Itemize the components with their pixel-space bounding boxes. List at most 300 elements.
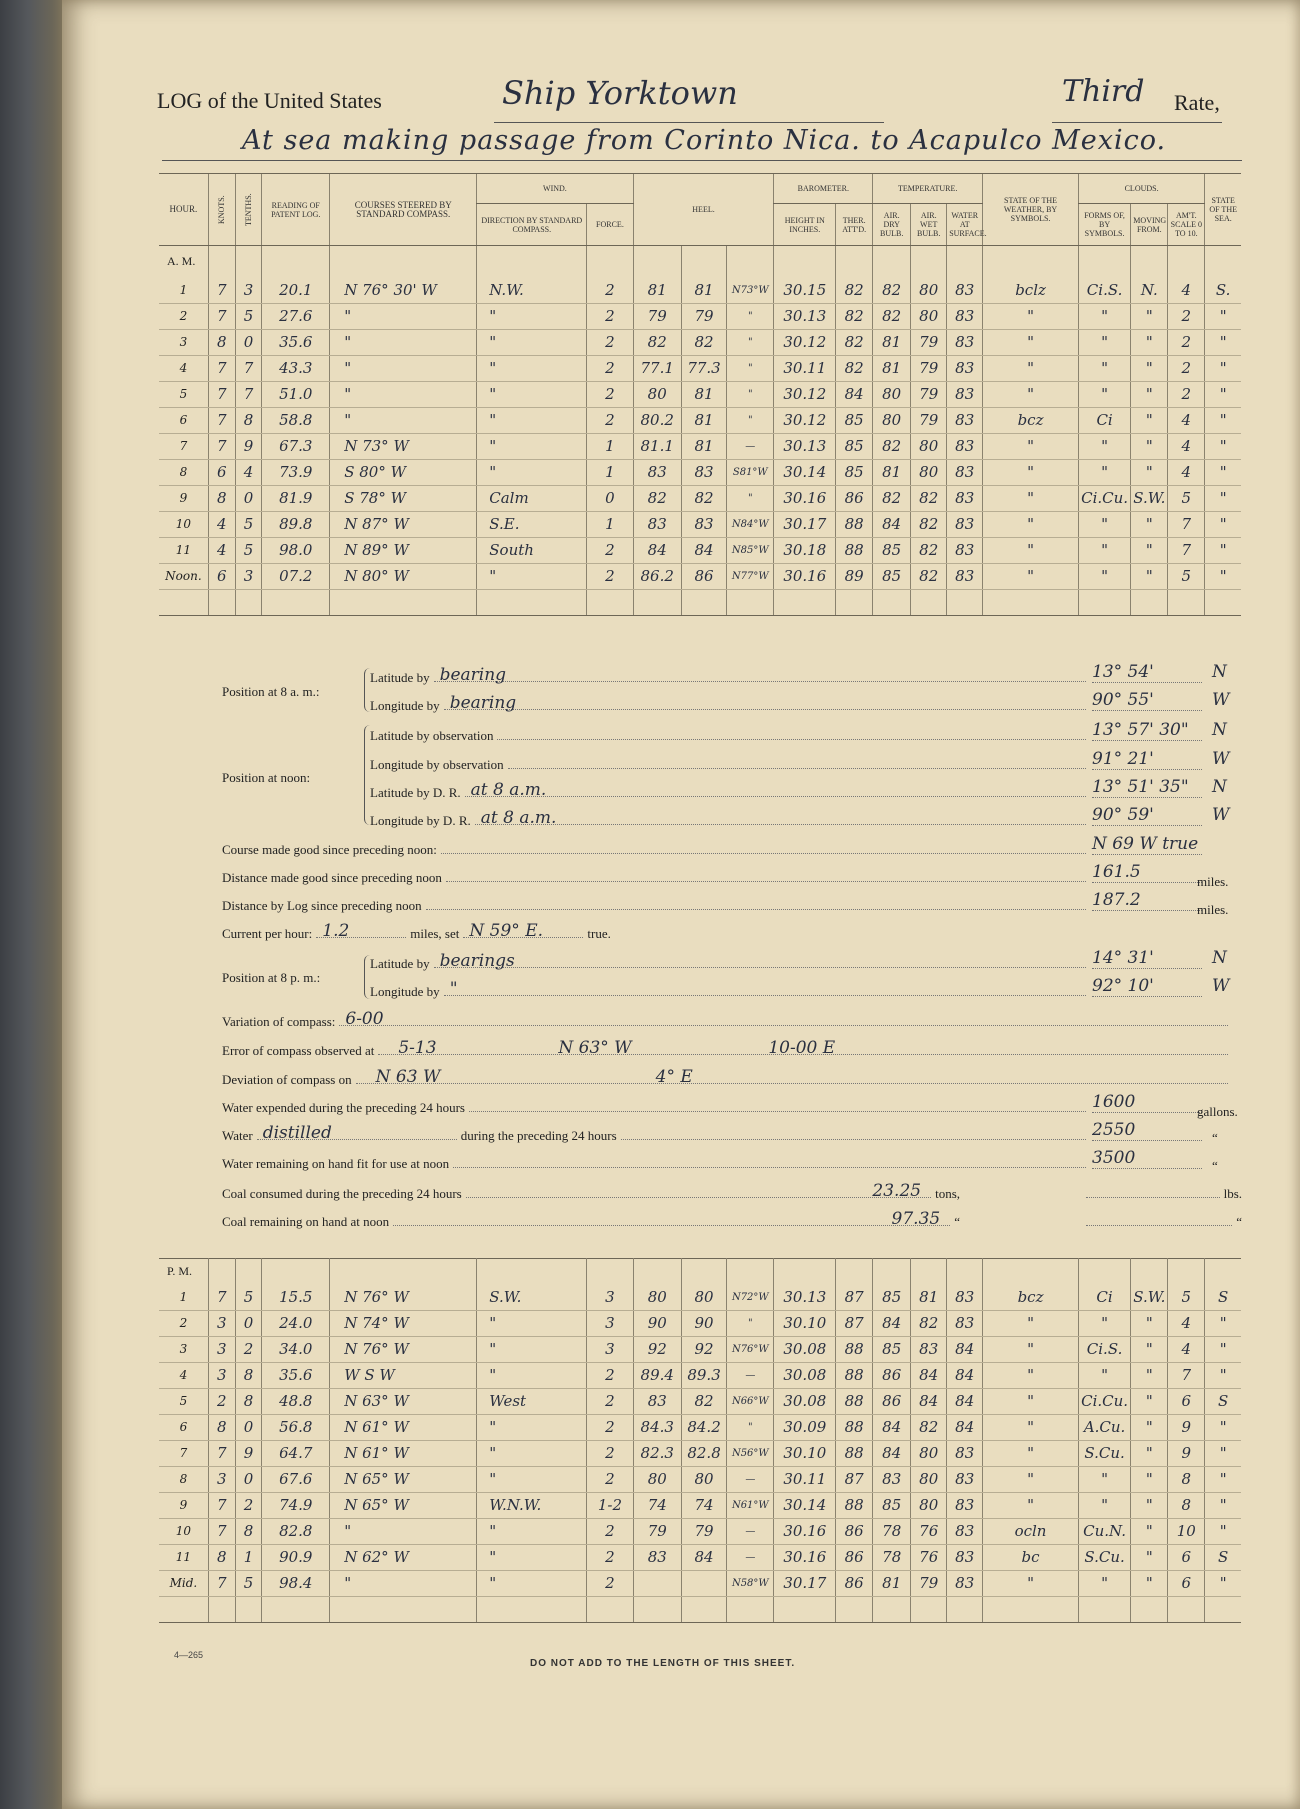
- pm-cell-sea: S: [1205, 1388, 1241, 1414]
- am-cell-wet: 82: [911, 537, 947, 563]
- pm-cell-course: N 65° W: [330, 1492, 477, 1518]
- pm-log-row: [159, 1310, 1241, 1336]
- am-cell-k: 7: [208, 433, 235, 459]
- course-made-good-value: N 69 W true: [1092, 834, 1202, 855]
- gallons-unit: gallons.: [1197, 1104, 1238, 1119]
- pm-cell-baro: 30.13: [774, 1285, 836, 1311]
- pos-8am-lat-label: Latitude by: [370, 670, 430, 685]
- pm-cell-h2: 84: [681, 1544, 726, 1570]
- pm-cell-h1: 83: [633, 1388, 681, 1414]
- pm-cell-log: 15.5: [262, 1285, 330, 1311]
- current-per-hour: [222, 920, 782, 942]
- am-cell-water: 83: [947, 459, 983, 485]
- am-cell-cf: ": [1078, 329, 1130, 355]
- am-cell-ther: 84: [836, 381, 873, 407]
- pm-cell-wdir: West: [477, 1388, 587, 1414]
- am-cell-dry: 80: [873, 381, 911, 407]
- pm-cell-wdir: W.N.W.: [477, 1492, 587, 1518]
- deviation-label: Deviation of compass on: [222, 1072, 352, 1087]
- pm-cell-ca: 5: [1168, 1285, 1205, 1311]
- pm-cell-course: N 63° W: [330, 1388, 477, 1414]
- am-cell-ther: 88: [836, 537, 873, 563]
- am-cell-force: 2: [587, 355, 633, 381]
- pm-cell-water: 83: [947, 1492, 983, 1518]
- pm-cell-cf: ": [1078, 1362, 1130, 1388]
- pos-noon-lon-obs: [370, 751, 1090, 773]
- pos-8am-lon-dir: W: [1212, 690, 1230, 710]
- col-sea: STATE OF THE SEA.: [1205, 174, 1241, 246]
- distance-unit: miles.: [1197, 874, 1229, 889]
- am-cell-wdir: ": [477, 303, 587, 329]
- pm-cell-water: 84: [947, 1336, 983, 1362]
- pm-cell-dry: 85: [873, 1492, 911, 1518]
- pm-cell-wdir: ": [477, 1414, 587, 1440]
- am-cell-course: N 76° 30' W: [330, 278, 477, 304]
- pos-noon-lat-obs-label: Latitude by observation: [370, 728, 494, 743]
- am-log-row: [159, 303, 1241, 329]
- pm-cell-log: 64.7: [262, 1440, 330, 1466]
- pm-cell-hd: —: [727, 1544, 774, 1570]
- am-cell-h1: 83: [633, 511, 681, 537]
- am-label: A. M.: [167, 254, 196, 269]
- am-cell-h: Noon.: [159, 563, 208, 589]
- log-page: [62, 0, 1300, 1809]
- pm-log-row: [159, 1570, 1241, 1596]
- am-log-row: [159, 459, 1241, 485]
- pos-8am-lat-value: 13° 54': [1092, 662, 1202, 683]
- pm-cell-t: 0: [235, 1466, 262, 1492]
- pm-cell-water: 84: [947, 1362, 983, 1388]
- am-cell-ther: 82: [836, 329, 873, 355]
- am-cell-k: 6: [208, 563, 235, 589]
- pm-cell-wx: ": [983, 1440, 1079, 1466]
- pm-cell-hd: ": [727, 1310, 774, 1336]
- pm-cell-k: 7: [208, 1492, 235, 1518]
- tons-unit: tons,: [935, 1186, 960, 1201]
- pm-cell-h: 11: [159, 1544, 208, 1570]
- am-cell-sea: ": [1205, 303, 1241, 329]
- pm-cell-t: 8: [235, 1388, 262, 1414]
- water-remaining: [222, 1150, 1090, 1172]
- passage-description: At sea making passage from Corinto Nica. to Acapulco Mexico.: [242, 125, 1167, 156]
- am-cell-wet: 82: [911, 563, 947, 589]
- error-course: N 63° W: [558, 1038, 632, 1058]
- am-cell-water: 83: [947, 329, 983, 355]
- pm-cell-k: 3: [208, 1362, 235, 1388]
- am-log-row: [159, 278, 1241, 304]
- am-cell-cm: N.: [1131, 278, 1168, 304]
- error-time: 5-13: [398, 1038, 437, 1058]
- am-cell-hd: N77°W: [727, 563, 774, 589]
- pm-cell-ther: 88: [836, 1362, 873, 1388]
- am-cell-log: 07.2: [262, 563, 330, 589]
- pm-cell-baro: 30.08: [774, 1388, 836, 1414]
- am-cell-water: 83: [947, 563, 983, 589]
- water-remaining-value: 3500: [1092, 1148, 1202, 1169]
- pm-cell-course: N 65° W: [330, 1466, 477, 1492]
- pm-cell-cf: ": [1078, 1492, 1130, 1518]
- am-cell-course: N 80° W: [330, 563, 477, 589]
- am-cell-cm: ": [1131, 303, 1168, 329]
- distance-made-good-value: 161.5: [1092, 862, 1202, 883]
- pm-cell-hd: N56°W: [727, 1440, 774, 1466]
- rate-suffix: Rate,: [1174, 90, 1220, 115]
- am-cell-cm: ": [1131, 407, 1168, 433]
- pm-cell-t: 8: [235, 1362, 262, 1388]
- am-cell-wdir: N.W.: [477, 278, 587, 304]
- pm-cell-force: 2: [587, 1466, 633, 1492]
- am-cell-dry: 81: [873, 355, 911, 381]
- pos-noon-lon-dr-dir: W: [1212, 805, 1230, 825]
- col-cloud-moving: MOVING FROM.: [1131, 204, 1168, 246]
- pos-noon-lon-obs-label: Longitude by observation: [370, 757, 504, 772]
- pm-cell-cm: ": [1131, 1336, 1168, 1362]
- am-cell-water: 83: [947, 278, 983, 304]
- am-cell-wet: 80: [911, 433, 947, 459]
- pm-cell-cm: ": [1131, 1466, 1168, 1492]
- pm-cell-water: 84: [947, 1414, 983, 1440]
- pm-cell-ther: 87: [836, 1466, 873, 1492]
- am-cell-wx: bclz: [983, 278, 1079, 304]
- am-cell-ther: 89: [836, 563, 873, 589]
- am-cell-sea: ": [1205, 381, 1241, 407]
- pm-cell-wet: 76: [911, 1518, 947, 1544]
- footer-warning: DO NOT ADD TO THE LENGTH OF THIS SHEET.: [530, 1658, 796, 1669]
- am-cell-h: 1: [159, 278, 208, 304]
- am-cell-cf: ": [1078, 381, 1130, 407]
- water-label: Water: [222, 1128, 253, 1143]
- pm-cell-course: N 76° W: [330, 1336, 477, 1362]
- deviation-of-compass: [222, 1066, 1232, 1088]
- pm-cell-log: 74.9: [262, 1492, 330, 1518]
- am-cell-ca: 2: [1168, 329, 1205, 355]
- pm-cell-k: 3: [208, 1466, 235, 1492]
- am-cell-t: 8: [235, 407, 262, 433]
- pos-noon-lon-dr-value: 90° 59': [1092, 805, 1202, 826]
- pm-cell-wet: 80: [911, 1440, 947, 1466]
- am-cell-t: 3: [235, 278, 262, 304]
- col-hour: HOUR.: [159, 174, 208, 246]
- am-cell-h2: 82: [681, 329, 726, 355]
- am-cell-h1: 81.1: [633, 433, 681, 459]
- pm-cell-wx: bcz: [983, 1285, 1079, 1311]
- pm-cell-wet: 82: [911, 1310, 947, 1336]
- water-during: during the preceding 24 hours: [460, 1128, 617, 1143]
- am-cell-wet: 79: [911, 381, 947, 407]
- pm-cell-log: 98.4: [262, 1570, 330, 1596]
- col-wind: WIND.: [477, 174, 633, 204]
- pm-cell-cf: Cu.N.: [1078, 1518, 1130, 1544]
- pos-noon-lat-dr: [370, 779, 1090, 801]
- am-cell-t: 3: [235, 563, 262, 589]
- pm-cell-k: 8: [208, 1544, 235, 1570]
- pm-cell-force: 3: [587, 1336, 633, 1362]
- distance-by-log: [222, 892, 1090, 914]
- pm-cell-log: 48.8: [262, 1388, 330, 1414]
- am-cell-cm: ": [1131, 433, 1168, 459]
- pos-noon-lon-dr: [370, 807, 1090, 829]
- am-cell-force: 2: [587, 537, 633, 563]
- pm-cell-wdir: S.W.: [477, 1285, 587, 1311]
- pm-cell-sea: ": [1205, 1362, 1241, 1388]
- pm-cell-h: 6: [159, 1414, 208, 1440]
- am-cell-cf: ": [1078, 355, 1130, 381]
- pos-8pm-lon-label: Longitude by: [370, 984, 440, 999]
- coal-rem-lbs: [1082, 1208, 1242, 1230]
- pm-cell-cf: ": [1078, 1466, 1130, 1492]
- pm-cell-wx: ": [983, 1388, 1079, 1414]
- pm-cell-force: 1-2: [587, 1492, 633, 1518]
- pm-cell-h2: 89.3: [681, 1362, 726, 1388]
- am-cell-force: 2: [587, 278, 633, 304]
- pm-cell-log: 67.6: [262, 1466, 330, 1492]
- pm-cell-hd: N61°W: [727, 1492, 774, 1518]
- am-cell-log: 98.0: [262, 537, 330, 563]
- distance-log-unit: miles.: [1197, 902, 1229, 917]
- am-cell-dry: 82: [873, 485, 911, 511]
- pm-cell-force: 2: [587, 1362, 633, 1388]
- pm-cell-course: W S W: [330, 1362, 477, 1388]
- pm-cell-water: 83: [947, 1310, 983, 1336]
- pos-noon-label: Position at noon:: [222, 770, 311, 785]
- am-cell-baro: 30.16: [774, 485, 836, 511]
- am-cell-h: 5: [159, 381, 208, 407]
- am-cell-hd: ": [727, 381, 774, 407]
- pos-noon-lon-dr-method: at 8 a.m.: [480, 808, 557, 828]
- col-temperature: TEMPERATURE.: [873, 174, 983, 204]
- col-wind-force: FORCE.: [587, 204, 633, 246]
- col-knots: KNOTS.: [208, 174, 235, 246]
- pm-cell-t: 9: [235, 1440, 262, 1466]
- pos-noon-lon-obs-value: 91° 21': [1092, 749, 1202, 770]
- am-cell-ca: 7: [1168, 511, 1205, 537]
- am-cell-water: 83: [947, 355, 983, 381]
- am-cell-wet: 79: [911, 329, 947, 355]
- am-cell-course: ": [330, 381, 477, 407]
- am-cell-ther: 82: [836, 278, 873, 304]
- pm-cell-t: 5: [235, 1285, 262, 1311]
- pm-cell-cm: ": [1131, 1518, 1168, 1544]
- am-cell-cf: ": [1078, 537, 1130, 563]
- pm-cell-baro: 30.10: [774, 1440, 836, 1466]
- pm-cell-ther: 86: [836, 1518, 873, 1544]
- pm-cell-sea: S: [1205, 1544, 1241, 1570]
- pm-cell-h2: 90: [681, 1310, 726, 1336]
- pm-cell-wx: bc: [983, 1544, 1079, 1570]
- pm-cell-wx: ": [983, 1570, 1079, 1596]
- am-cell-h1: 80: [633, 381, 681, 407]
- pm-cell-ther: 88: [836, 1388, 873, 1414]
- am-cell-wet: 80: [911, 303, 947, 329]
- am-cell-wdir: S.E.: [477, 511, 587, 537]
- col-patent-log: READING OF PATENT LOG.: [262, 174, 330, 246]
- am-cell-h1: 84: [633, 537, 681, 563]
- ship-name: Ship Yorktown: [502, 74, 738, 112]
- am-cell-hd: ": [727, 407, 774, 433]
- pm-cell-force: 3: [587, 1310, 633, 1336]
- pm-cell-dry: 84: [873, 1440, 911, 1466]
- am-cell-wdir: Calm: [477, 485, 587, 511]
- pm-cell-h2: 82.8: [681, 1440, 726, 1466]
- am-cell-h2: 79: [681, 303, 726, 329]
- pm-cell-sea: ": [1205, 1336, 1241, 1362]
- am-cell-ther: 86: [836, 485, 873, 511]
- pm-cell-ca: 4: [1168, 1336, 1205, 1362]
- am-cell-wx: ": [983, 355, 1079, 381]
- pm-cell-cf: A.Cu.: [1078, 1414, 1130, 1440]
- am-cell-wx: ": [983, 459, 1079, 485]
- am-cell-ther: 85: [836, 433, 873, 459]
- pm-cell-t: 0: [235, 1414, 262, 1440]
- am-cell-h: 8: [159, 459, 208, 485]
- ditto-mark: “: [1212, 1158, 1218, 1173]
- water-distilled: [222, 1122, 1090, 1144]
- am-cell-baro: 30.13: [774, 303, 836, 329]
- am-cell-wdir: ": [477, 381, 587, 407]
- lbs-unit: lbs.: [1223, 1186, 1242, 1201]
- pos-noon-lat-obs-dir: N: [1212, 720, 1227, 740]
- pm-log-row: [159, 1466, 1241, 1492]
- pos-8pm-lon: [370, 978, 1090, 1000]
- pm-cell-hd: —: [727, 1466, 774, 1492]
- coal-remaining-label: Coal remaining on hand at noon: [222, 1214, 390, 1229]
- am-cell-cm: ": [1131, 355, 1168, 381]
- pm-cell-t: 1: [235, 1544, 262, 1570]
- water-expended-value: 1600: [1092, 1092, 1202, 1113]
- am-cell-force: 2: [587, 407, 633, 433]
- pm-cell-h1: 82.3: [633, 1440, 681, 1466]
- am-cell-h2: 83: [681, 459, 726, 485]
- am-log-row: [159, 433, 1241, 459]
- am-cell-course: ": [330, 303, 477, 329]
- pm-cell-wet: 84: [911, 1362, 947, 1388]
- am-cell-wet: 80: [911, 278, 947, 304]
- pm-cell-log: 90.9: [262, 1544, 330, 1570]
- pos-8am-lon-value: 90° 55': [1092, 690, 1202, 711]
- am-cell-ca: 2: [1168, 381, 1205, 407]
- col-air-wet: AIR. WET BULB.: [911, 204, 947, 246]
- am-cell-wdir: ": [477, 329, 587, 355]
- am-cell-course: N 89° W: [330, 537, 477, 563]
- am-cell-wx: ": [983, 563, 1079, 589]
- pm-cell-h1: 90: [633, 1310, 681, 1336]
- am-cell-wx: bcz: [983, 407, 1079, 433]
- pm-cell-h1: 92: [633, 1336, 681, 1362]
- am-cell-sea: ": [1205, 355, 1241, 381]
- pm-cell-k: 8: [208, 1414, 235, 1440]
- pos-8pm-lon-method: ": [449, 979, 458, 999]
- am-cell-sea: ": [1205, 459, 1241, 485]
- am-cell-force: 1: [587, 433, 633, 459]
- pm-cell-dry: 84: [873, 1414, 911, 1440]
- pm-cell-ther: 86: [836, 1570, 873, 1596]
- pos-8pm-lat-value: 14° 31': [1092, 948, 1202, 969]
- am-cell-k: 7: [208, 278, 235, 304]
- pm-cell-h: 1: [159, 1285, 208, 1311]
- am-cell-force: 2: [587, 329, 633, 355]
- am-cell-baro: 30.12: [774, 329, 836, 355]
- pm-cell-wdir: ": [477, 1466, 587, 1492]
- pm-cell-log: 56.8: [262, 1414, 330, 1440]
- am-cell-h1: 81: [633, 278, 681, 304]
- pm-cell-dry: 78: [873, 1518, 911, 1544]
- am-cell-h1: 77.1: [633, 355, 681, 381]
- distance-by-log-value: 187.2: [1092, 890, 1202, 911]
- pm-cell-course: N 61° W: [330, 1414, 477, 1440]
- pm-cell-ther: 88: [836, 1414, 873, 1440]
- am-cell-h: 2: [159, 303, 208, 329]
- am-cell-t: 7: [235, 381, 262, 407]
- pm-cell-cf: S.Cu.: [1078, 1544, 1130, 1570]
- am-cell-cf: Ci: [1078, 407, 1130, 433]
- pm-cell-course: N 74° W: [330, 1310, 477, 1336]
- log-title-prefix: LOG of the United States: [157, 88, 382, 113]
- pm-cell-h2: 92: [681, 1336, 726, 1362]
- am-cell-hd: ": [727, 303, 774, 329]
- error-label: Error of compass observed at: [222, 1043, 375, 1058]
- pm-cell-h1: 83: [633, 1544, 681, 1570]
- coal-consumed-label: Coal consumed during the preceding 24 hours: [222, 1186, 462, 1201]
- am-cell-h: 10: [159, 511, 208, 537]
- col-ther-att: THER. ATT'D.: [836, 204, 873, 246]
- col-tenths: TENTHS.: [235, 174, 262, 246]
- am-cell-k: 8: [208, 329, 235, 355]
- variation-of-compass-label: Variation of compass:: [222, 1014, 336, 1029]
- error-value: 10-00 E: [768, 1038, 836, 1058]
- pos-8pm-lat: [370, 950, 1090, 972]
- pm-cell-k: 7: [208, 1285, 235, 1311]
- pm-cell-cm: ": [1131, 1362, 1168, 1388]
- pm-cell-h2: 79: [681, 1518, 726, 1544]
- am-cell-t: 9: [235, 433, 262, 459]
- col-weather: STATE OF THE WEATHER, BY SYMBOLS.: [983, 174, 1079, 246]
- variation-of-compass: [222, 1008, 1232, 1030]
- am-cell-sea: ": [1205, 537, 1241, 563]
- water-distilled-value: 2550: [1092, 1120, 1202, 1141]
- am-cell-sea: ": [1205, 329, 1241, 355]
- pm-cell-ther: 87: [836, 1310, 873, 1336]
- pm-cell-water: 83: [947, 1544, 983, 1570]
- pos-8am-lat: [370, 664, 1090, 686]
- am-cell-h2: 82: [681, 485, 726, 511]
- am-cell-force: 2: [587, 303, 633, 329]
- am-cell-dry: 81: [873, 329, 911, 355]
- am-cell-log: 89.8: [262, 511, 330, 537]
- am-cell-h: 9: [159, 485, 208, 511]
- am-cell-force: 0: [587, 485, 633, 511]
- am-cell-water: 83: [947, 303, 983, 329]
- pm-cell-cm: ": [1131, 1388, 1168, 1414]
- am-cell-ca: 2: [1168, 303, 1205, 329]
- pos-8pm-label: Position at 8 p. m.:: [222, 970, 321, 985]
- pm-cell-h: 7: [159, 1440, 208, 1466]
- pm-cell-baro: 30.08: [774, 1362, 836, 1388]
- col-barometer: BAROMETER.: [774, 174, 873, 204]
- passage-line: [162, 160, 1242, 161]
- pm-cell-ca: 9: [1168, 1414, 1205, 1440]
- pm-cell-cm: S.W.: [1131, 1285, 1168, 1311]
- am-log-row: [159, 381, 1241, 407]
- am-cell-t: 0: [235, 329, 262, 355]
- am-cell-k: 6: [208, 459, 235, 485]
- pm-cell-sea: ": [1205, 1310, 1241, 1336]
- pm-cell-hd: —: [727, 1362, 774, 1388]
- pos-8am-lon-label: Longitude by: [370, 698, 440, 713]
- am-cell-baro: 30.11: [774, 355, 836, 381]
- pm-cell-ca: 4: [1168, 1310, 1205, 1336]
- coal-lbs: [1082, 1180, 1242, 1202]
- pm-cell-h1: 79: [633, 1518, 681, 1544]
